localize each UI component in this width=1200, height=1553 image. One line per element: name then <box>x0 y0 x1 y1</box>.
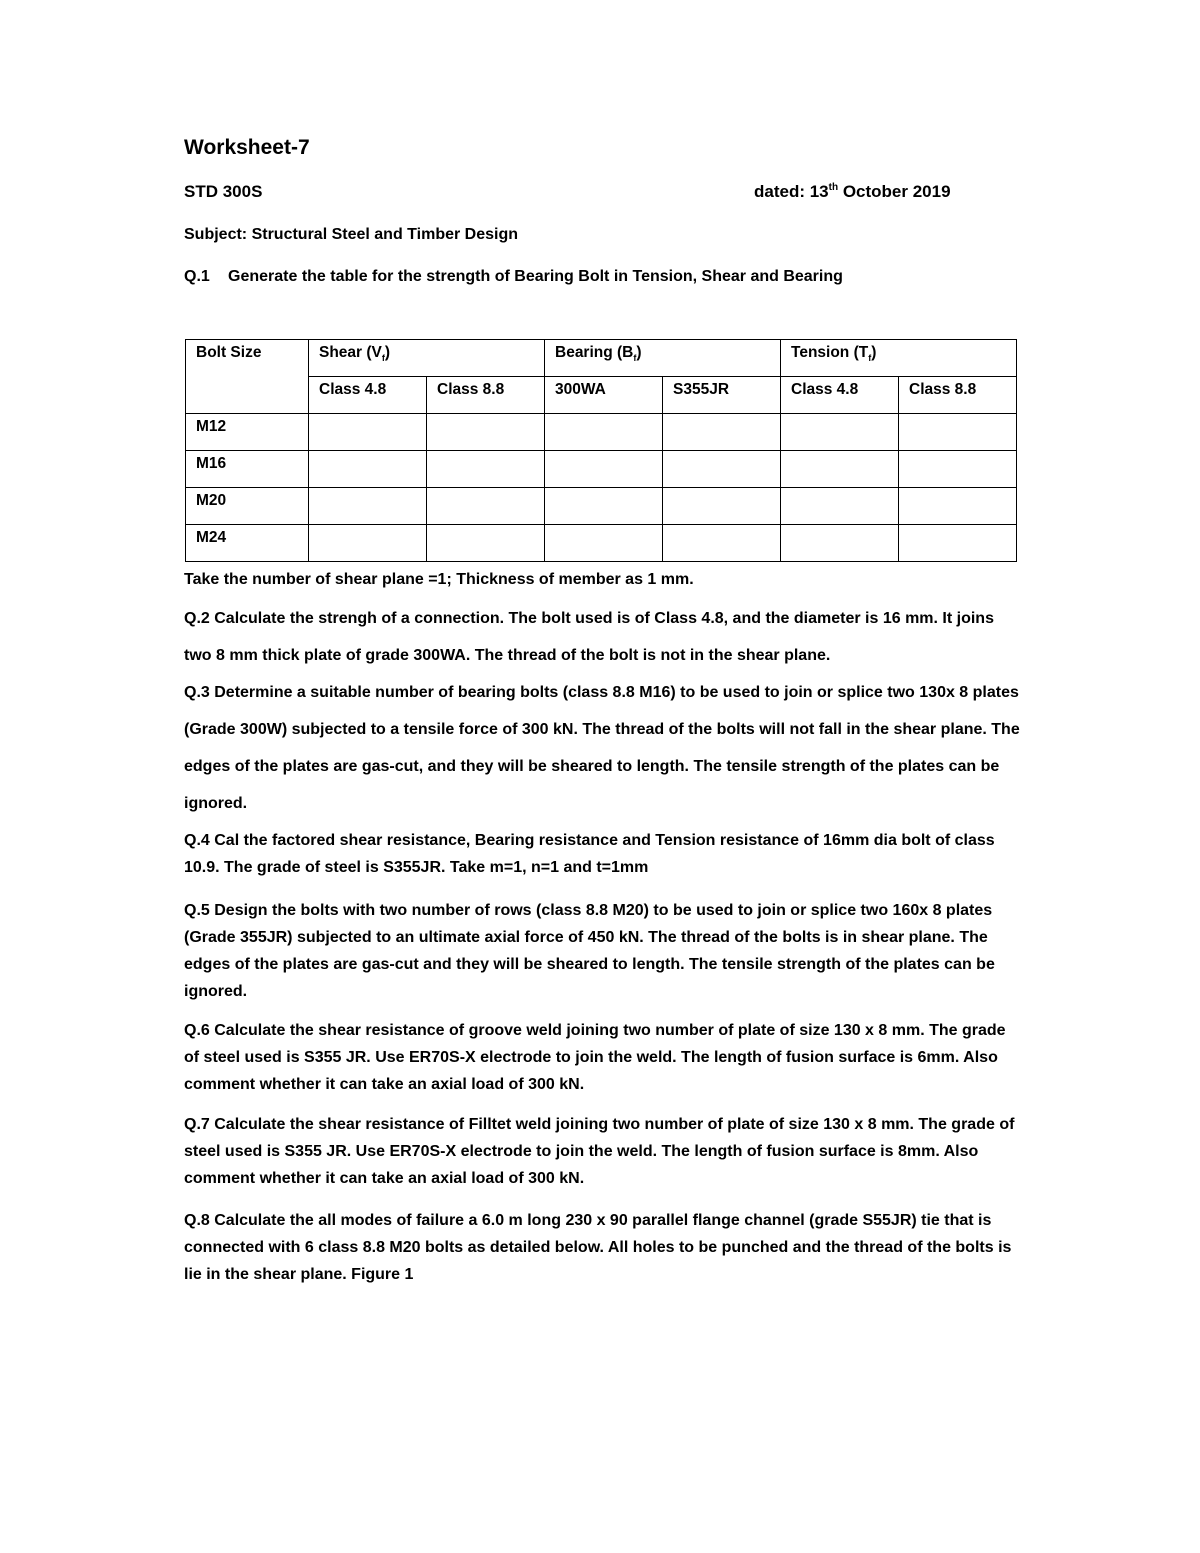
bearing-header: Bearing $(B_f)$ <box>545 340 781 377</box>
empty-cell <box>427 451 545 488</box>
bolt-size-header: Bolt Size <box>186 340 309 414</box>
table-subheader-row <box>186 377 1017 414</box>
question-1-text: Generate the table for the strength of Bearing Bolt in Tension, Shear and Bearing <box>228 268 843 285</box>
question-6: Q.6 Calculate the shear resistance of groove weld joining two number of plate of size 130 x 8 mm. The grade of steel used is S355 JR. Use ER70S-X electrode to join the weld. The length of fusion surface is 6mm. Also comment whether it can take an axial load of 300 kN. <box>184 1022 1006 1093</box>
empty-cell <box>899 525 1017 562</box>
shear-header: Shear $(V_f)$ <box>309 340 545 377</box>
subheader-cell: Class 4.8 <box>781 377 899 414</box>
subheader-cell: S355JR <box>663 377 781 414</box>
question-3: Q.3 Determine a suitable number of bearing bolts (class 8.8 M16) to be used to join or splice two 130x 8 plates (Grade 300W) subjected to a tensile force of 300 kN. The thread of the bolts will not fall in the shear plane. The edges of the plates are gas-cut, and they will be sheared to length. The tensile strength of the plates can be ignored. <box>184 684 1020 812</box>
empty-cell <box>545 488 663 525</box>
question-1-number: Q.1 <box>184 268 210 285</box>
row-label: M24 <box>186 525 309 562</box>
empty-cell <box>427 414 545 451</box>
empty-cell <box>309 451 427 488</box>
empty-cell <box>309 525 427 562</box>
table-header-row <box>186 340 1017 377</box>
question-7: Q.7 Calculate the shear resistance of Filltet weld joining two number of plate of size 130 x 8 mm. The grade of steel used is S355 JR. Use ER70S-X electrode to join the weld. The length of fusion surface is 8mm. Also comment whether it can take an axial load of 300 kN. <box>184 1116 1015 1187</box>
empty-cell <box>663 525 781 562</box>
date-prefix: dated: 13 <box>754 182 829 201</box>
date-suffix: October 2019 <box>838 182 951 201</box>
subheader-cell: Class 8.8 <box>427 377 545 414</box>
course-code: STD 300S <box>184 182 263 201</box>
table-row <box>186 488 1017 525</box>
empty-cell <box>781 488 899 525</box>
row-label: M12 <box>186 414 309 451</box>
question-2: Q.2 Calculate the strengh of a connection. The bolt used is of Class 4.8, and the diameter is 16 mm. It joins two 8 mm thick plate of grade 300WA. The thread of the bolt is not in the shear plane. <box>184 610 994 664</box>
empty-cell <box>781 451 899 488</box>
question-5: Q.5 Design the bolts with two number of rows (class 8.8 M20) to be used to join or splice two 160x 8 plates (Grade 355JR) subjected to an ultimate axial force of 450 kN. The thread of the bolts is in shear plane. The edges of the plates are gas-cut and they will be sheared to length. The tensile strength of the plates can be ignored. <box>184 902 995 1000</box>
table-row <box>186 451 1017 488</box>
subheader-cell: 300WA <box>545 377 663 414</box>
empty-cell <box>309 488 427 525</box>
subject-line: Subject: Structural Steel and Timber Design <box>184 226 518 243</box>
subheader-cell: Class 4.8 <box>309 377 427 414</box>
empty-cell <box>309 414 427 451</box>
empty-cell <box>663 414 781 451</box>
empty-cell <box>545 414 663 451</box>
empty-cell <box>663 451 781 488</box>
empty-cell <box>427 525 545 562</box>
empty-cell <box>781 525 899 562</box>
row-label: M16 <box>186 451 309 488</box>
empty-cell <box>899 488 1017 525</box>
bolt-strength-table <box>185 339 1017 562</box>
date-superscript: th <box>828 182 839 193</box>
empty-cell <box>899 451 1017 488</box>
table-note: Take the number of shear plane =1; Thickness of member as 1 mm. <box>184 571 694 588</box>
question-4: Q.4 Cal the factored shear resistance, Bearing resistance and Tension resistance of 16mm dia bolt of class 10.9. The grade of steel is S355JR. Take m=1, n=1 and t=1mm <box>184 832 995 876</box>
empty-cell <box>663 488 781 525</box>
subheader-cell: Class 8.8 <box>899 377 1017 414</box>
question-8: Q.8 Calculate the all modes of failure a 6.0 m long 230 x 90 parallel flange channel (grade S55JR) tie that is connected with 6 class 8.8 M20 bolts as detailed below. All holes to be punched and the thread of the bolts is lie in the shear plane. Figure 1 <box>184 1212 1012 1283</box>
table-row <box>186 525 1017 562</box>
empty-cell <box>781 414 899 451</box>
row-label: M20 <box>186 488 309 525</box>
empty-cell <box>545 451 663 488</box>
worksheet-title: Worksheet-7 <box>184 136 310 159</box>
empty-cell <box>427 488 545 525</box>
question-1 <box>184 268 843 286</box>
table-row <box>186 414 1017 451</box>
date-line <box>754 182 951 202</box>
tension-header: Tension $(T_f)$ <box>781 340 1017 377</box>
empty-cell <box>545 525 663 562</box>
empty-cell <box>899 414 1017 451</box>
